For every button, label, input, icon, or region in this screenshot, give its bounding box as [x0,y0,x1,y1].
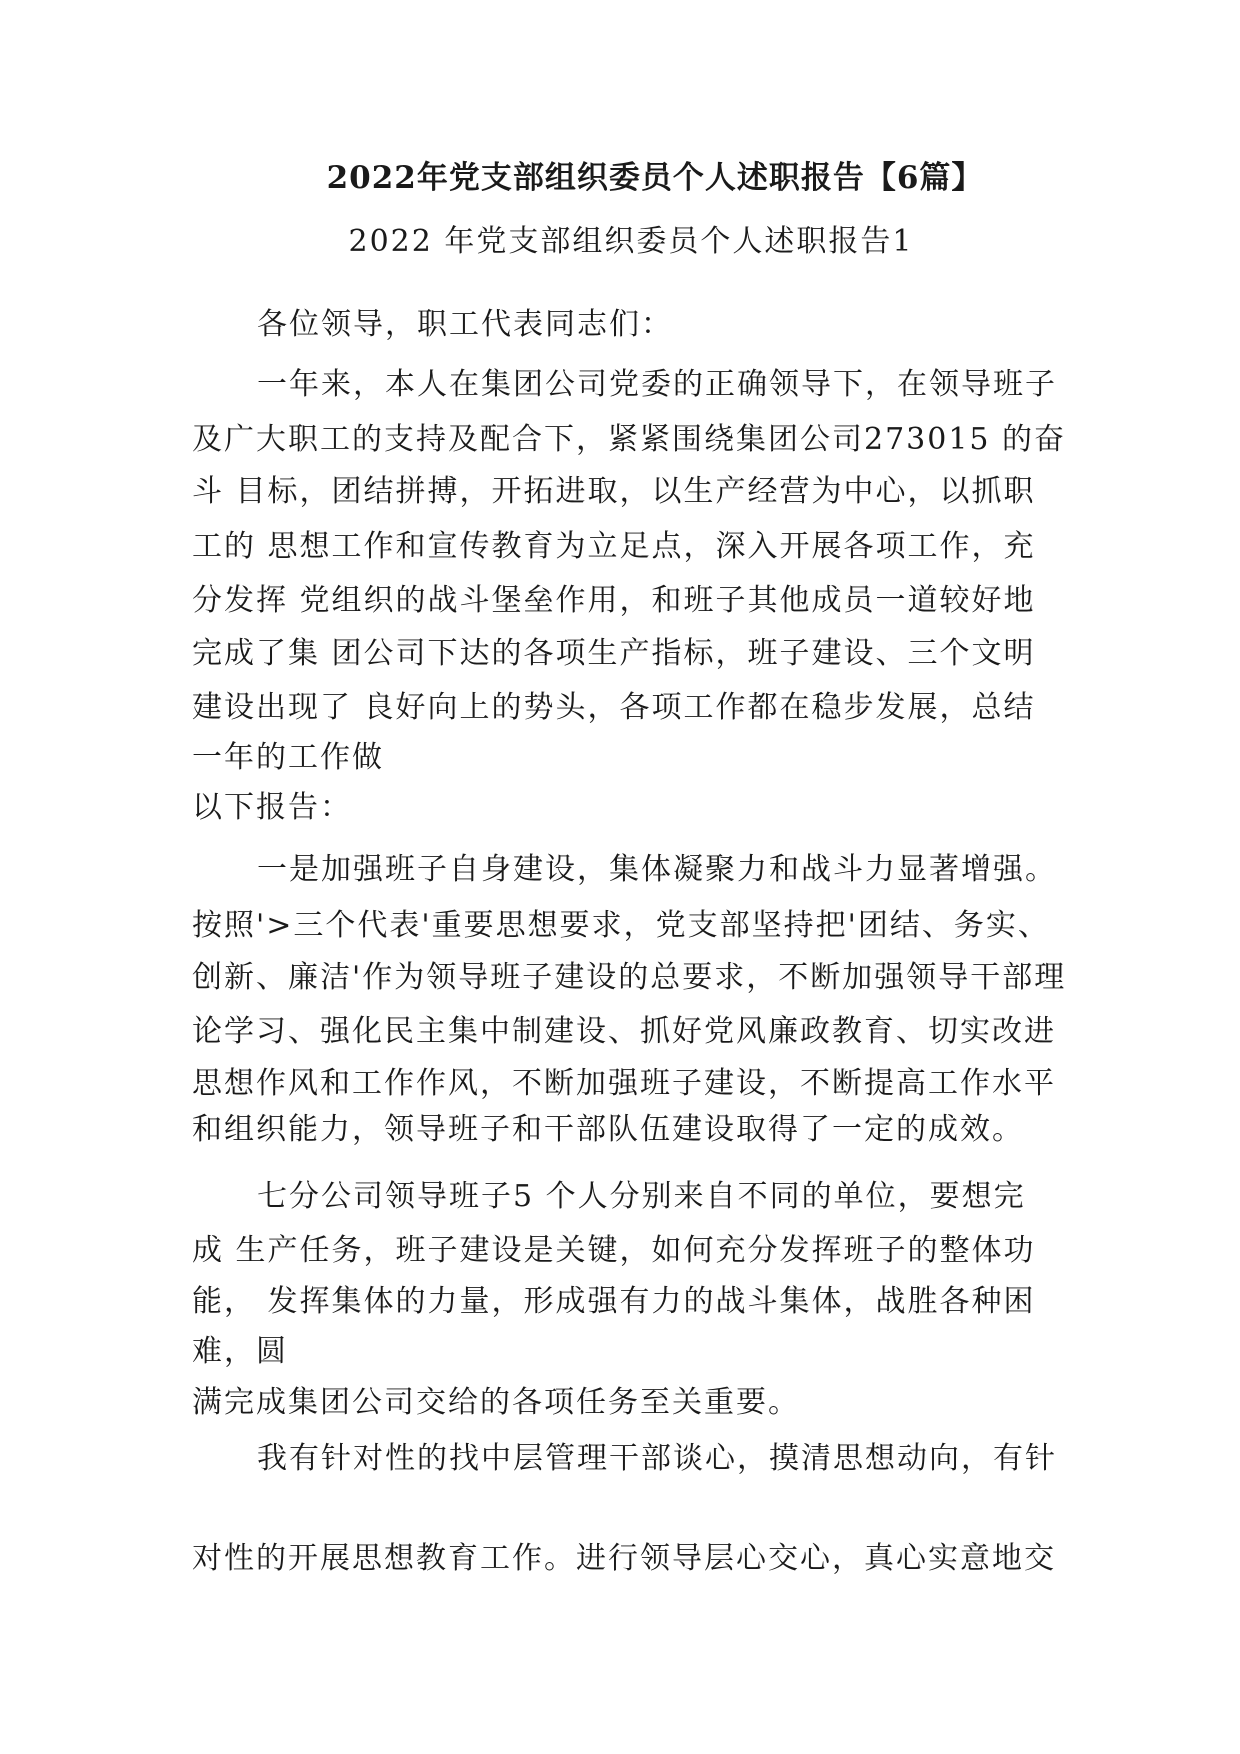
paragraph-line: 完成了集 团公司下达的各项生产指标，班子建设、三个文明 [192,636,1036,671]
paragraph-line: 成 生产任务，班子建设是关键，如何充分发挥班子的整体功 [192,1233,1036,1268]
paragraph-line: 能， 发挥集体的力量，形成强有力的战斗集体，战胜各种困 [192,1284,1036,1319]
paragraph-line: 对性的开展思想教育工作。进行领导层心交心，真心实意地交 [192,1541,1056,1576]
paragraph-line: 一是加强班子自身建设，集体凝聚力和战斗力显著增强。 [257,852,1057,887]
document-title: 2022年党支部组织委员个人述职报告【6篇】 [326,160,984,196]
paragraph-line: 和组织能力，领导班子和干部队伍建设取得了一定的成效。 [192,1112,1024,1147]
document-subtitle: 2022 年党支部组织委员个人述职报告1 [348,224,914,259]
paragraph-line: 分发挥 党组织的战斗堡垒作用，和班子其他成员一道较好地 [192,583,1036,618]
paragraph-line: 七分公司领导班子5 个人分别来自不同的单位，要想完 [257,1179,1026,1214]
paragraph-line: 以下报告： [192,790,352,825]
paragraph-line: 满完成集团公司交给的各项任务至关重要。 [192,1385,800,1420]
paragraph-line: 一年来，本人在集团公司党委的正确领导下，在领导班子 [257,367,1057,402]
paragraph-line: 工的 思想工作和宣传教育为立足点，深入开展各项工作，充 [192,529,1036,564]
paragraph-line: 难，圆 [192,1334,288,1369]
paragraph-line: 一年的工作做 [192,740,384,775]
paragraph-line: 斗 目标，团结拼搏，开拓进取，以生产经营为中心，以抓职 [192,474,1036,509]
paragraph-line: 及广大职工的支持及配合下，紧紧围绕集团公司273015 的奋 [192,422,1067,457]
paragraph-line: 思想作风和工作作风，不断加强班子建设，不断提高工作水平 [192,1066,1056,1101]
paragraph-line: 创新、廉洁'作为领导班子建设的总要求，不断加强领导干部理 [192,960,1067,995]
paragraph-line: 建设出现了 良好向上的势头，各项工作都在稳步发展，总结 [192,690,1036,725]
paragraph-line: 按照'>三个代表'重要思想要求，党支部坚持把'团结、务实、 [192,908,1050,943]
greeting: 各位领导，职工代表同志们： [257,307,673,342]
paragraph-line: 论学习、强化民主集中制建设、抓好党风廉政教育、切实改进 [192,1014,1056,1049]
paragraph-line: 我有针对性的找中层管理干部谈心，摸清思想动向，有针 [257,1441,1057,1476]
